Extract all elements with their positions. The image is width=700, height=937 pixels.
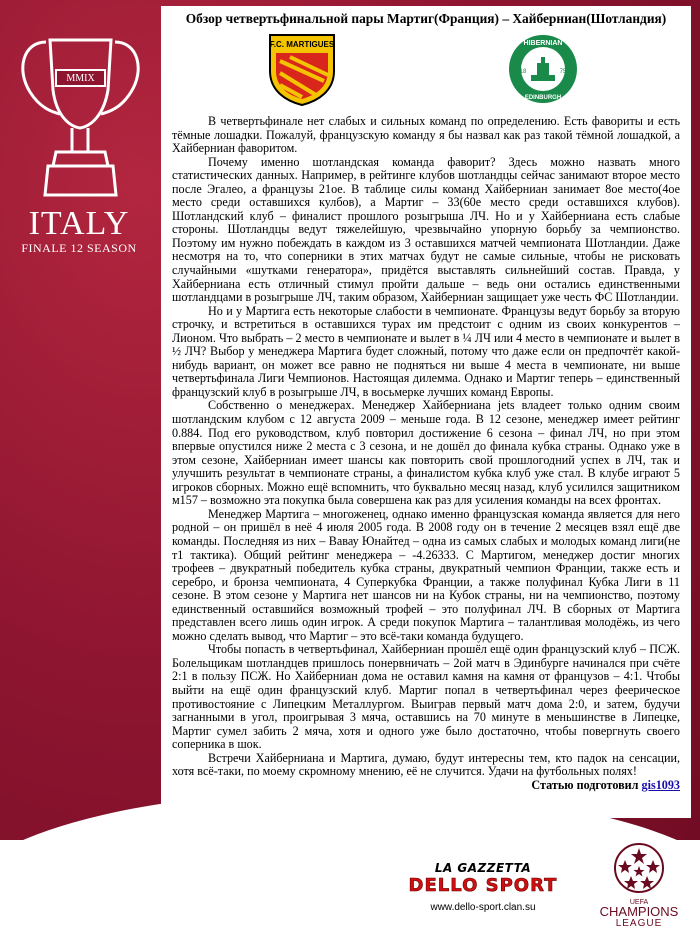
paragraph: Менеджер Мартига – многоженец, однако именно французская команда является для него родной – он пришёл в неё 4 июля 2005 года. В 2008 году он в течение 2 месяцев взял ещё две команды. Последняя из них – Вавау Юнайтед – одна из самых слабых и молодых команд лиги(не т1 тактика). Общий рейтинг менеджера – -4.26333. С Мартигом, менеджер достиг многих трофеев – двукратный победитель кубка страны, двукратный чемпион Франции, также есть и серебро, и бронза чемпионата, 4 Суперкубка Франции, а также полуфинал Кубка Лиги в 11 сезоне. В этом сезоне у Мартига нет шансов ни на Кубок страны, ни на чемпионство, поэтому единственный оставшийся возможный трофей – это полуфинал ЛЧ. В сборных от Мартига представлен всего лишь один игрок. А среди покупок Мартига – талантливая молодёжь, из чего можно сделать вывод, что Мартиг – это всё-таки команда будущего. — [172, 506, 680, 643]
brand-title: ITALY — [28, 205, 130, 242]
team-logos — [161, 27, 691, 109]
article-signature — [161, 779, 691, 793]
gazzetta-url: www.dello-sport.clan.su — [430, 902, 536, 913]
article-page — [161, 6, 691, 818]
hibernian-year-left: 18 — [519, 69, 527, 75]
hibernian-logo-icon — [507, 31, 579, 107]
ucl-uefa: UEFA — [629, 899, 649, 906]
brand-subtitle: FINALE 12 SEASON — [21, 241, 137, 255]
gazzetta-top: LA GAZZETTA — [434, 861, 532, 875]
paragraph: Чтобы попасть в четвертьфинал, Хайберниан прошёл ещё один французский клуб – ПСЖ. Болельщикам шотландцев пришлось понервничать – 2ой матч в Эдинбурге начинался при счёте 2:1 в пользу ПСЖ. Но Хайберниан дома не оставил камня на камня от французов – 4:1. Чтобы выйти на ещё один французский клуб. Мартиг попал в четвертьфинал через феерическое противостояние с Липецким Металлургом. Выиграв первый матч дома 2:0, и затем, будучи загнанными в угол, проигрывая 3 мяча, оставшись на 70 минуте в меньшинстве в Липецке, Мартиг сумел забить 2 мяча, хотя и одного уже было достаточно, чтобы повергнуть своего соперника в шок. — [172, 642, 680, 752]
gazzetta-logo — [408, 861, 558, 913]
article-headline: Обзор четвертьфинальной пары Мартиг(Франция) – Хайберниан(Шотландия) — [185, 11, 667, 26]
gazzetta-main: DELLO SPORT — [408, 875, 558, 896]
article-body — [161, 109, 691, 779]
ucl-league: LEAGUE — [615, 918, 663, 929]
ucl-champions: CHAMPIONS — [599, 904, 679, 919]
hibernian-logo-bottom: EDINBURGH — [524, 95, 562, 101]
martigues-logo-text: F.C. MARTIGUES — [269, 40, 335, 49]
champions-trophy-icon — [8, 30, 153, 205]
sidebar-brand — [4, 205, 154, 256]
paragraph: В четвертьфинале нет слабых и сильных команд по определению. Есть фавориты и есть тёмные лошадки. Пожалуй, французскую команду я бы назвал как раз такой тёмной лошадкой, а Хайберниан фаворитом. — [172, 114, 680, 156]
author-link[interactable]: gis1093 — [641, 777, 680, 792]
paragraph: Встречи Хайберниана и Мартига, думаю, будут интересны тем, кто падок на сенсации, хотя всё-таки, по моему скромному мнению, её не случится. Удачи на футбольных полях! — [172, 750, 680, 779]
ucl-logo — [584, 842, 694, 937]
paragraph: Собственно о менеджерах. Менеджер Хайберниана jets владеет только одним своим шотландским клубом с 12 августа 2009 – меньше года. В 12 сезоне, менеджер имеет рейтинг 0.884. Под его руководством, клуб повторил достижение 6 сезона – финал ЛЧ, но при этом впервые опустился ниже 2 места с 3 сезона, и не дошёл до финала кубка страны. Однако уже в этом сезоне, Хайберниан имеет шансы как повторить свой прошлогодний успех в ЛЧ, так и улучшить результат в чемпионате страны, а финалистом кубка клуб уже стал. В клубе играют 5 игроков сборных. Можно ещё вспомнить, что буквально месяц назад, клуб усилился защитником м157 – возможно эта покупка была совершена как раз для усиления команды на всех фронтах. — [172, 398, 680, 508]
paragraph: Почему именно шотландская команда фаворит? Здесь можно назвать много статистических данных. Например, в рейтинге клубов шотландцы сейчас занимают второе место после Эгалео, а французы 21ое. В таблице силы команд Хайберниан занимает 8ое место(4ое место среди оставшихся кулбов), а Мартиг – 33(60е место среди оставшихся клубов). Шотландский клуб – финалист прошлого розыгрыша ЛЧ. Но и у Хайберниана есть слабые стороны. Шотландцы ведут тяжелейшую, чрезвычайно упорную борьбу за чемпионство. Поэтому им нужно побеждать в каждом из 3 оставшихся матчей чемпионата Шотландии. Даже несмотря на то, что соперники в этих матчах будут не самые сильные, чтобы не рисковать случайными «шутками генератора», придётся выставлять сильнейший состав. Правда, у Хайберниана есть отличный стимул пройти дальше – ведь они остались единственными шотландцами в розыгрыше ЛЧ, таким образом, Хайберниан защищает уже честь ФС Шотландии. — [172, 154, 680, 305]
hibernian-logo-top: HIBERNIAN — [523, 40, 563, 47]
paragraph: Но и у Мартига есть некоторые слабости в чемпионате. Французы ведут борьбу за вторую строчку, и встретиться в оставшихся турах им предстоит с одним из своих конкурентов – Лионом. Что выбрать – 2 место в чемпионате и вылет в ¼ ЛЧ или 4 место в чемпионате и вылет в ½ ЛЧ? Выбор у менеджера Мартига будет сложный, потому что даже если он предпочтёт какой-нибудь вариант, он может все равно не подняться ни выше 4 места в чемпионате, ни выше четвертьфинала Лиги Чемпионов. Настоящая дилемма. Однако и Мартиг теперь – единственный французский клуб в розыгрыше ЛЧ, в восьмерке лучших команд Европы. — [172, 303, 680, 399]
martigues-logo-icon — [266, 31, 338, 107]
trophy-badge: MMIX — [66, 73, 95, 84]
starball-icon — [611, 842, 667, 894]
hibernian-year-right: 75 — [559, 69, 567, 75]
signature-label: Статью подготовил — [531, 777, 639, 792]
